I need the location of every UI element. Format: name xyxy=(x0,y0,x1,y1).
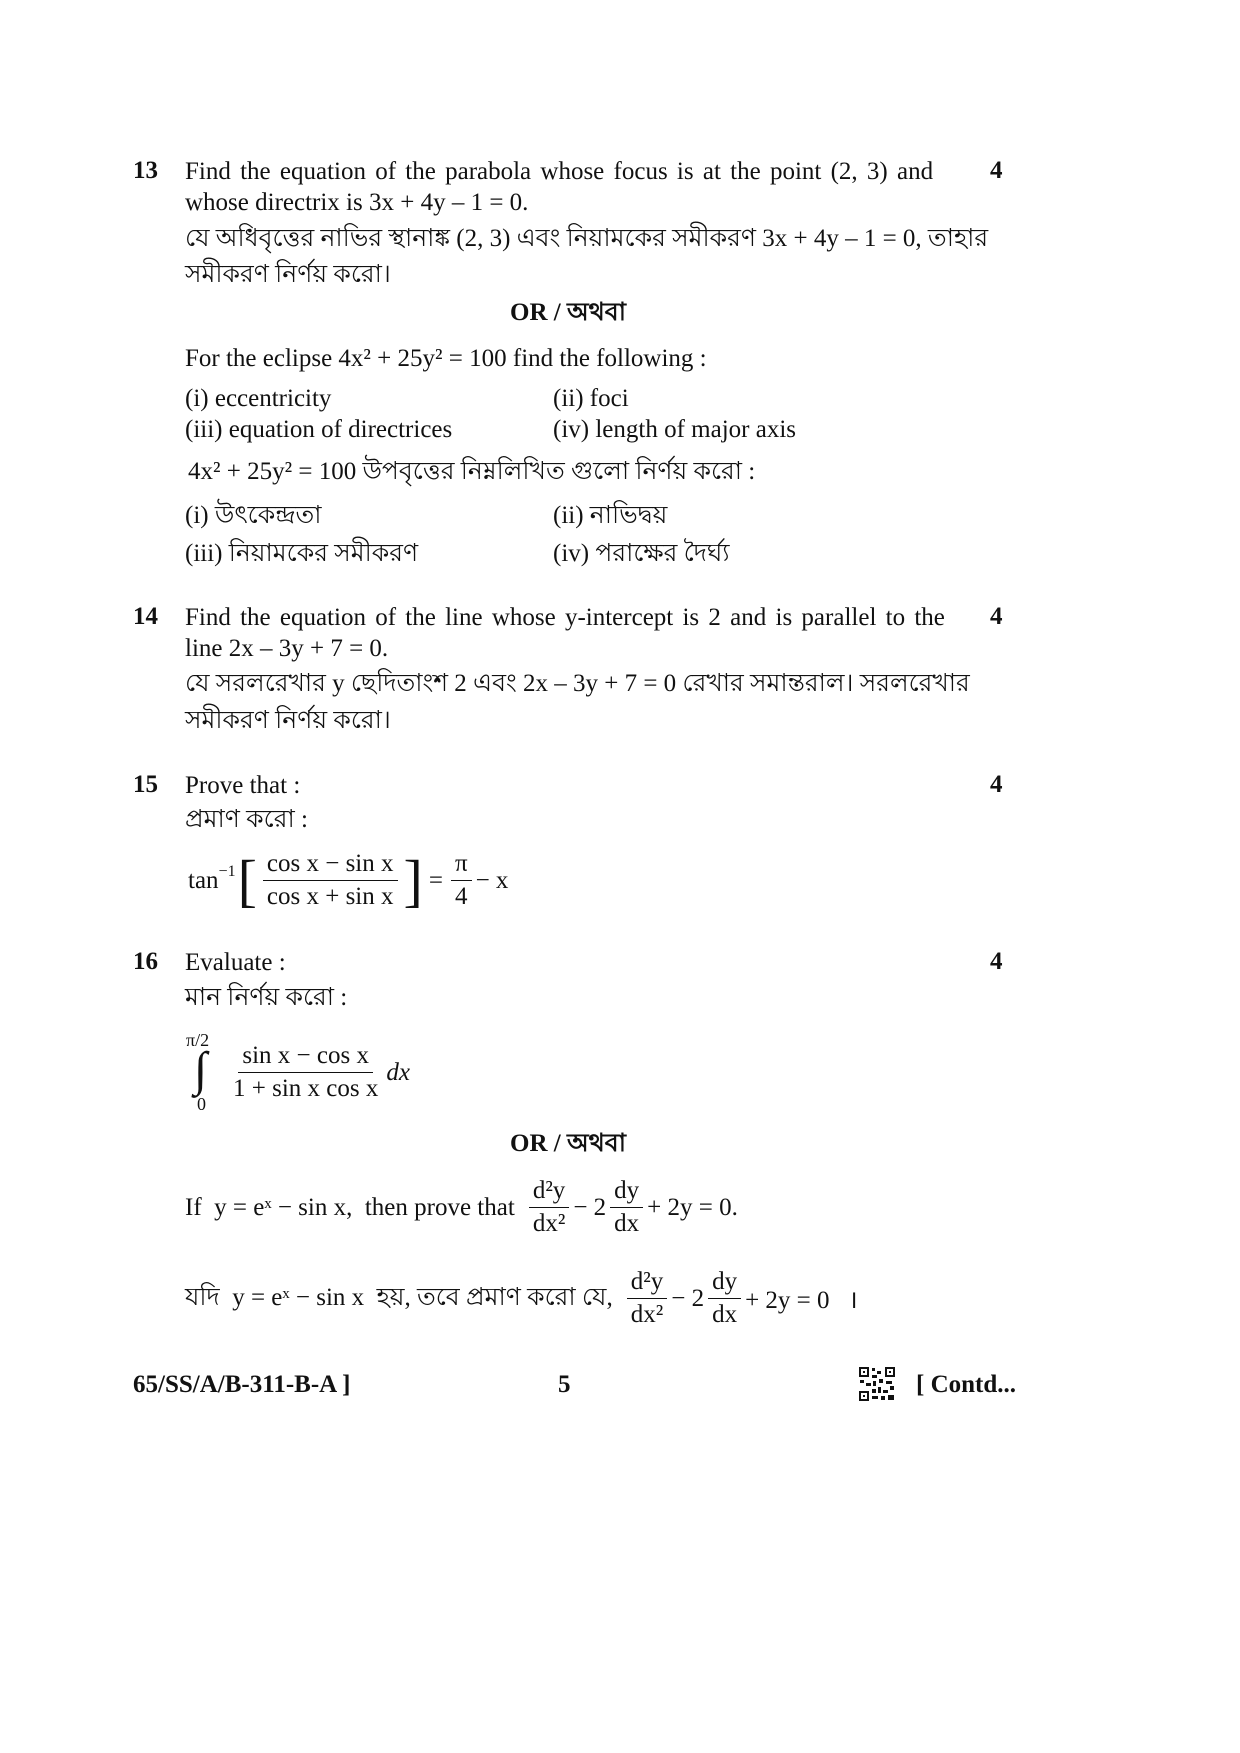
q14-bn-line1: যে সরলরেখার y ছেদিতাংশ 2 এবং 2x – 3y + 7 = 0 রেখার সমান্তরাল। সরলরেখার xyxy=(185,670,970,697)
q16-en: Evaluate : xyxy=(185,949,286,976)
q15-lhs-fn: tan xyxy=(188,866,219,894)
q13-alt-en-item-2: (ii) foci xyxy=(553,385,629,412)
q13-alt-en-intro: For the eclipse 4x² + 25y² = 100 find the following : xyxy=(185,345,707,372)
q16-integrand xyxy=(225,1040,410,1105)
q15-left-bracket: [ xyxy=(237,847,257,913)
q15-marks: 4 xyxy=(990,771,1003,798)
q15-fraction xyxy=(263,848,398,913)
qr-code-icon xyxy=(858,1366,896,1402)
q15-rhs-denominator: 4 xyxy=(455,883,468,910)
q16-alt-en-mid: − 2 xyxy=(573,1193,607,1221)
q16-alt-en-frac1 xyxy=(529,1175,570,1240)
q14-en-line2: line 2x – 3y + 7 = 0. xyxy=(185,635,389,662)
q16-alt-bn-d2y: d²y xyxy=(627,1266,668,1299)
footer-code: 65/SS/A/B-311-B-A ] xyxy=(133,1371,351,1398)
contd-label: [ Contd... xyxy=(916,1371,1017,1398)
q16-alt-en-frac2 xyxy=(610,1175,643,1240)
q15-equals: = xyxy=(428,866,443,894)
q16-fraction xyxy=(229,1040,382,1105)
q16-alt-bn-dy: dy xyxy=(708,1266,741,1299)
q13-bn-line2: সমীকরণ নির্ণয় করো। xyxy=(185,261,391,288)
q15-rhs-numerator: π xyxy=(451,848,472,881)
q16-or-label: OR / অথবা xyxy=(510,1130,626,1157)
q16-denominator: 1 + sin x cos x xyxy=(233,1075,379,1102)
q16-alt-bn-pre: যদি y = eˣ − sin x হয়, তবে প্রমাণ করো যে, xyxy=(185,1284,613,1311)
q16-alt-bn xyxy=(185,1266,858,1331)
q16-alt-bn-dx2: dx² xyxy=(630,1301,664,1328)
q16-alt-en-d2y: d²y xyxy=(529,1175,570,1208)
q13-or-label: OR / অথবা xyxy=(510,299,626,326)
q13-alt-bn-item-4: (iv) পরাক্ষের দৈর্ঘ্য xyxy=(553,540,730,567)
q13-alt-bn-item-3: (iii) নিয়ামকের সমীকরণ xyxy=(185,540,419,567)
q13-alt-en-item-3: (iii) equation of directrices xyxy=(185,416,453,443)
q15-right-bracket: ] xyxy=(403,847,423,913)
q16-alt-en-dy: dy xyxy=(610,1175,643,1208)
q14-en-line1: Find the equation of the line whose y-intercept is 2 and is parallel to the xyxy=(185,604,945,631)
q16-bn: মান নির্ণয় করো : xyxy=(185,984,348,1011)
q16-dx: dx xyxy=(386,1058,410,1086)
q14-bn-line2: সমীকরণ নির্ণয় করো। xyxy=(185,707,391,734)
q16-number: 16 xyxy=(133,948,158,975)
q15-denominator: cos x + sin x xyxy=(266,883,394,910)
q15-rhs-fraction xyxy=(451,848,472,913)
q15-formula xyxy=(188,848,508,913)
q16-alt-bn-frac1 xyxy=(627,1266,668,1331)
q13-alt-bn-item-1: (i) উৎকেন্দ্রতা xyxy=(185,502,322,529)
q13-bn-line1: যে অধিবৃত্তের নাভির স্থানাঙ্ক (2, 3) এবং নিয়ামকের সমীকরণ 3x + 4y – 1 = 0, তাহার xyxy=(185,225,989,252)
q15-en: Prove that : xyxy=(185,772,301,799)
q13-marks: 4 xyxy=(990,157,1003,184)
q16-alt-en xyxy=(185,1175,738,1240)
integral-sign-icon: ∫ xyxy=(194,1043,208,1096)
page-number: 5 xyxy=(558,1371,571,1398)
q16-upper-limit: π/2 xyxy=(186,1030,210,1050)
q13-alt-bn-item-2: (ii) নাভিদ্বয় xyxy=(553,502,668,529)
q13-alt-bn-intro: 4x² + 25y² = 100 উপবৃত্তের নিম্নলিখিত গুলো নির্ণয় করো : xyxy=(188,458,756,485)
q15-bn: প্রমাণ করো : xyxy=(185,806,308,833)
q15-numerator: cos x − sin x xyxy=(263,848,398,881)
q16-alt-en-pre: If y = eˣ − sin x, then prove that xyxy=(185,1193,515,1221)
q16-marks: 4 xyxy=(990,948,1003,975)
q15-lhs-sup: −1 xyxy=(218,862,236,880)
q16-alt-bn-dx: dx xyxy=(712,1301,738,1328)
q16-alt-bn-frac2 xyxy=(708,1266,741,1331)
q14-marks: 4 xyxy=(990,603,1003,630)
q13-number: 13 xyxy=(133,157,158,184)
q15-rhs-tail: − x xyxy=(475,866,509,894)
q13-alt-en-item-1: (i) eccentricity xyxy=(185,385,332,412)
q13-alt-en-item-4: (iv) length of major axis xyxy=(553,416,796,443)
q16-alt-en-dx: dx xyxy=(614,1210,640,1237)
q13-en-line2: whose directrix is 3x + 4y – 1 = 0. xyxy=(185,189,529,216)
q14-number: 14 xyxy=(133,603,158,630)
q16-numerator: sin x − cos x xyxy=(238,1040,373,1073)
q16-alt-en-tail: + 2y = 0. xyxy=(647,1193,738,1221)
q16-lower-limit: 0 xyxy=(197,1094,206,1114)
q16-alt-en-dx2: dx² xyxy=(532,1210,566,1237)
q15-number: 15 xyxy=(133,771,158,798)
q16-alt-bn-mid: − 2 xyxy=(671,1284,705,1312)
q13-en-line1: Find the equation of the parabola whose focus is at the point (2, 3) and xyxy=(185,158,934,185)
q16-alt-bn-tail: + 2y = 0 । xyxy=(745,1286,858,1314)
